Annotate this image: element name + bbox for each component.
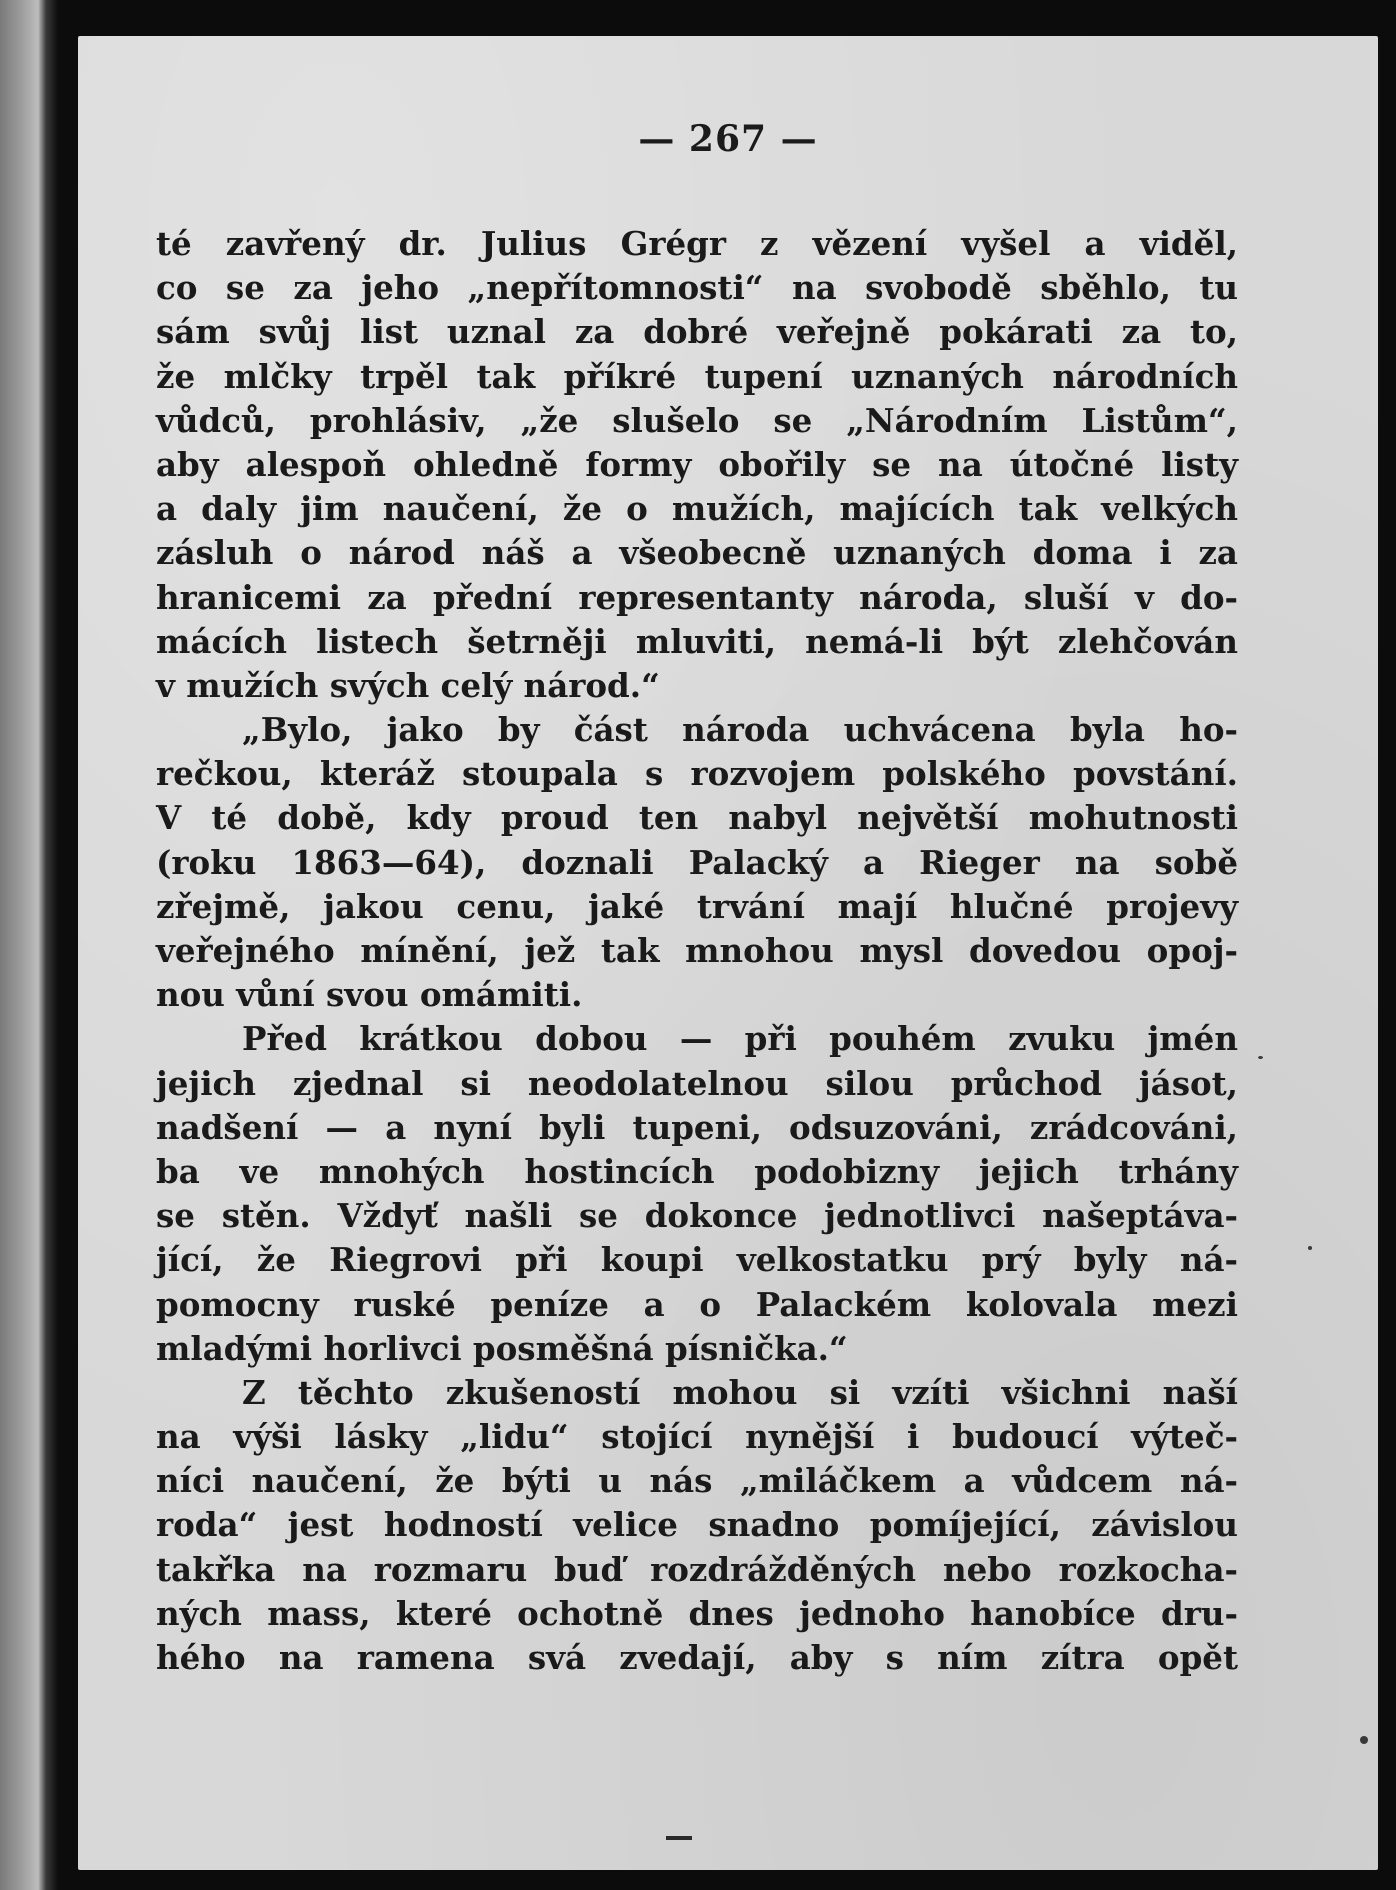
- text-line: jící, že Riegrovi při koupi velkostatku prý byly ná-: [156, 1240, 1238, 1280]
- text-line: Před krátkou dobou — při pouhém zvuku jmén: [242, 1019, 1238, 1059]
- text-line: veřejného mínění, jež tak mnohou mysl dovedou opoj-: [156, 931, 1238, 970]
- text-line: Z těchto zkušeností mohou si vzíti všichni naší: [242, 1372, 1238, 1412]
- text-line: se stěn. Vždyť našli se dokonce jednotlivci našeptáva-: [156, 1196, 1238, 1236]
- text-line: hranicemi za přední representanty národa, sluší v do-: [156, 577, 1238, 617]
- body-text: [156, 222, 1238, 1680]
- ink-speck: [1308, 1246, 1312, 1250]
- text-line: (roku 1863—64), doznali Palacký a Rieger na sobě: [156, 842, 1238, 882]
- text-line: v mužích svých celý národ.“: [156, 665, 660, 705]
- text-line: aby alespoň ohledně formy obořily se na útočné listy: [156, 444, 1238, 484]
- text-line: té zavřený dr. Julius Grégr z vězení vyšel a viděl,: [156, 224, 1238, 263]
- page-number: — 267 —: [638, 118, 818, 160]
- text-line: co se za jeho „nepřítomnosti“ na svobodě sběhlo, tu: [156, 268, 1238, 308]
- text-line: V té době, kdy proud ten nabyl největší mohutnosti: [156, 798, 1238, 838]
- book-page: [78, 36, 1378, 1870]
- text-line: zásluh o národ náš a všeobecně uznaných doma i za: [156, 533, 1238, 573]
- text-line: rečkou, kteráž stoupala s rozvojem polského povstání.: [156, 754, 1238, 794]
- text-line: „Bylo, jako by část národa uchvácena byla ho-: [242, 710, 1238, 750]
- text-line: takřka na rozmaru buď rozdrážděných nebo rozkocha-: [156, 1549, 1238, 1589]
- text-line: mácích listech šetrněji mluviti, nemá-li být zlehčován: [156, 621, 1238, 661]
- text-line: nou vůní svou omámiti.: [156, 975, 583, 1015]
- text-line: nadšení — a nyní byli tupeni, odsuzováni, zrádcováni,: [156, 1107, 1238, 1147]
- text-line: níci naučení, že býti u nás „miláčkem a vůdcem ná-: [156, 1461, 1238, 1501]
- text-line: roda“ jest hodností velice snadno pomíjející, závislou: [156, 1505, 1238, 1545]
- text-line: že mlčky trpěl tak příkré tupení uznaných národních: [156, 356, 1238, 396]
- text-line: ných mass, které ochotně dnes jednoho hanobíce dru-: [156, 1593, 1238, 1633]
- text-line: sám svůj list uznal za dobré veřejně pokárati za to,: [156, 312, 1238, 352]
- text-line: pomocny ruské peníze a o Palackém kolovala mezi: [156, 1284, 1238, 1324]
- footer-mark: [666, 1836, 692, 1840]
- text-line: vůdců, prohlásiv, „že slušelo se „Národním Listům“,: [156, 400, 1238, 440]
- text-line: jejich zjednal si neodolatelnou silou průchod jásot,: [156, 1063, 1238, 1103]
- text-line: ba ve mnohých hostincích podobizny jejich trhány: [156, 1151, 1238, 1191]
- text-line: zřejmě, jakou cenu, jaké trvání mají hlučné projevy: [156, 886, 1238, 926]
- text-line: na výši lásky „lidu“ stojící nynější i budoucí výteč-: [156, 1417, 1238, 1457]
- text-line: mladými horlivci posměšná písnička.“: [156, 1328, 848, 1368]
- text-line: hého na ramena svá zvedají, aby s ním zítra opět: [156, 1638, 1238, 1677]
- ink-speck: [1258, 1056, 1263, 1059]
- text-line: a daly jim naučení, že o mužích, majících tak velkých: [156, 489, 1238, 529]
- ink-speck: [1360, 1736, 1368, 1744]
- book-spine-edge: [0, 0, 58, 1890]
